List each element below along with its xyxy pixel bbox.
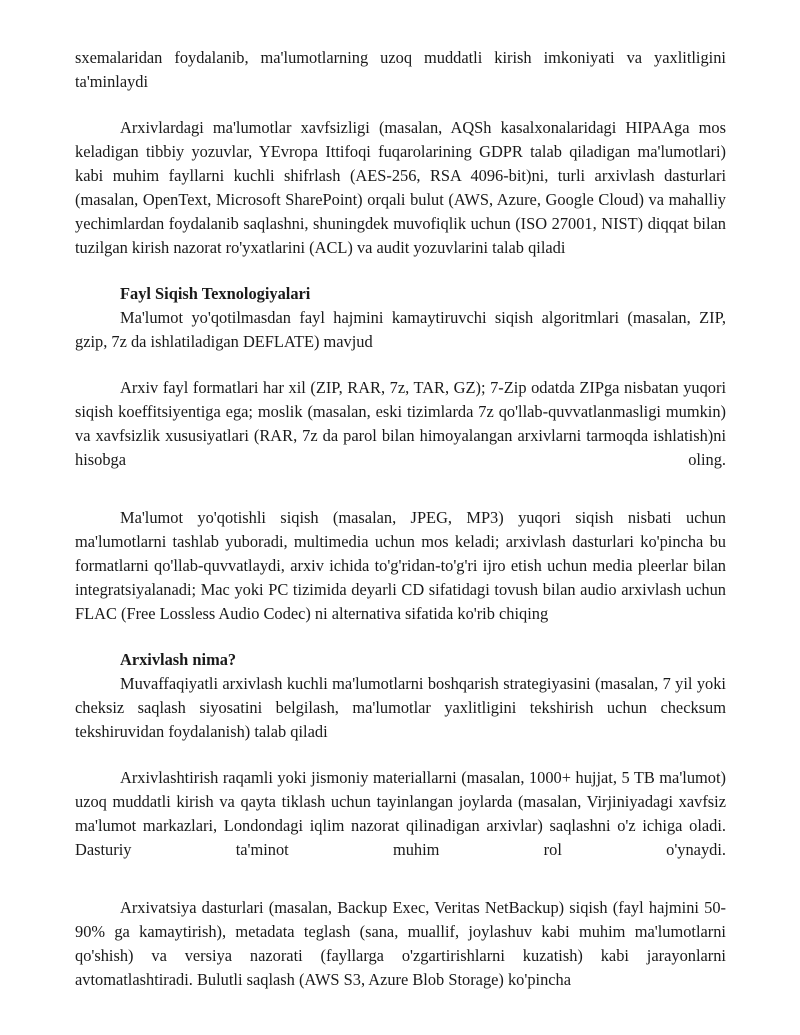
paragraph-archive-security: Arxivlardagi ma'lumotlar xavfsizligi (masalan, AQSh kasalxonalaridagi HIPAAga mos keladigan tibbiy yozuvlar, YEvropa Ittifoqi fuqarolarining GDPR talab qiladigan ma'lumotlari) kabi muhim fayllarni kuchli shifrlash (AES-256, RSA 4096-bit)ni, turli arxivlash dasturlari (masalan, OpenText, Microsoft SharePoint) orqali bulut (AWS, Azure, Google Cloud) va mahalliy yechimlardan foydalanib saqlashni, shuningdek muvofiqlik uchun (ISO 27001, NIST) diqqat bilan tuzilgan kirish nazorat ro'yxatlarini (ACL) va audit yozuvlarini talab qiladi [75, 118, 726, 257]
paragraph-archiving-strategy: Muvaffaqiyatli arxivlash kuchli ma'lumotlarni boshqarish strategiyasini (masalan, 7 yil yoki cheksiz saqlash siyosatini belgilash, ma'lumotlar yaxlitligini tekshirish uchun checksum tekshiruvidan foydalanish) talab qiladi [75, 674, 726, 741]
paragraph-lossy-compression: Ma'lumot yo'qotishli siqish (masalan, JPEG, MP3) yuqori siqish nisbati uchun ma'lumotlarni tashlab yuboradi, multimedia uchun mos keladi; arxivlash dasturlari ko'pincha bu formatlarni qo'llab-quvvatlaydi, arxiv ichida to'g'ridan-to'g'ri ijro etish uchun media pleerlar bilan integratsiyalanadi; Mac yoki PC tizimida deyarli CD sifatidagi tovush bilan audio arxivlash uchun FLAC (Free Lossless Audio Codec) ni alternativa sifatida ko'rib chiqing [75, 508, 726, 623]
heading-what-is-archiving: Arxivlash nima? [120, 650, 237, 669]
paragraph-archive-formats: Arxiv fayl formatlari har xil (ZIP, RAR, 7z, TAR, GZ); 7-Zip odatda ZIPga nisbatan yuqori siqish koeffitsiyentiga ega; moslik (masalan, eski tizimlarda 7z qo'llab-quvvatlanmasligi mumkin) va xavfsizlik xususiyatlari (RAR, 7z da parol bilan himoyalangan arxivlarni tarmoqda ishlatish)ni hisobga oling. [75, 378, 726, 469]
heading-compression-technologies: Fayl Siqish Texnologiyalari [120, 284, 311, 303]
paragraph-continued: sxemalaridan foydalanib, ma'lumotlarning uzoq muddatli kirish imkoniyati va yaxlitligini ta'minlaydi [75, 48, 726, 91]
paragraph-archiving-software: Arxivatsiya dasturlari (masalan, Backup Exec, Veritas NetBackup) siqish (fayl hajmini 50-90% ga kamaytirish), metadata teglash (sana, muallif, joylashuv kabi muhim ma'lumotlarni qo'shish) va versiya nazorati (fayllarga o'zgartirishlarni kuzatish) kabi jarayonlarni avtomatlashtiradi. Bulutli saqlash (AWS S3, Azure Blob Storage) ko'pincha [75, 898, 726, 989]
paragraph-archiving-definition: Arxivlashtirish raqamli yoki jismoniy materiallarni (masalan, 1000+ hujjat, 5 TB ma'lumot) uzoq muddatli kirish va qayta tiklash uchun tayinlangan joylarda (masalan, Virjiniyadagi xavfsiz ma'lumot markazlari, Londondagi iqlim nazorat qilinadigan arxivlar) saqlashni o'z ichiga oladi. Dasturiy ta'minot muhim rol o'ynaydi. [75, 768, 726, 859]
document-page [75, 46, 726, 992]
paragraph-compression-algorithms: Ma'lumot yo'qotilmasdan fayl hajmini kamaytiruvchi siqish algoritmlari (masalan, ZIP, gzip, 7z da ishlatiladigan DEFLATE) mavjud [75, 308, 726, 351]
